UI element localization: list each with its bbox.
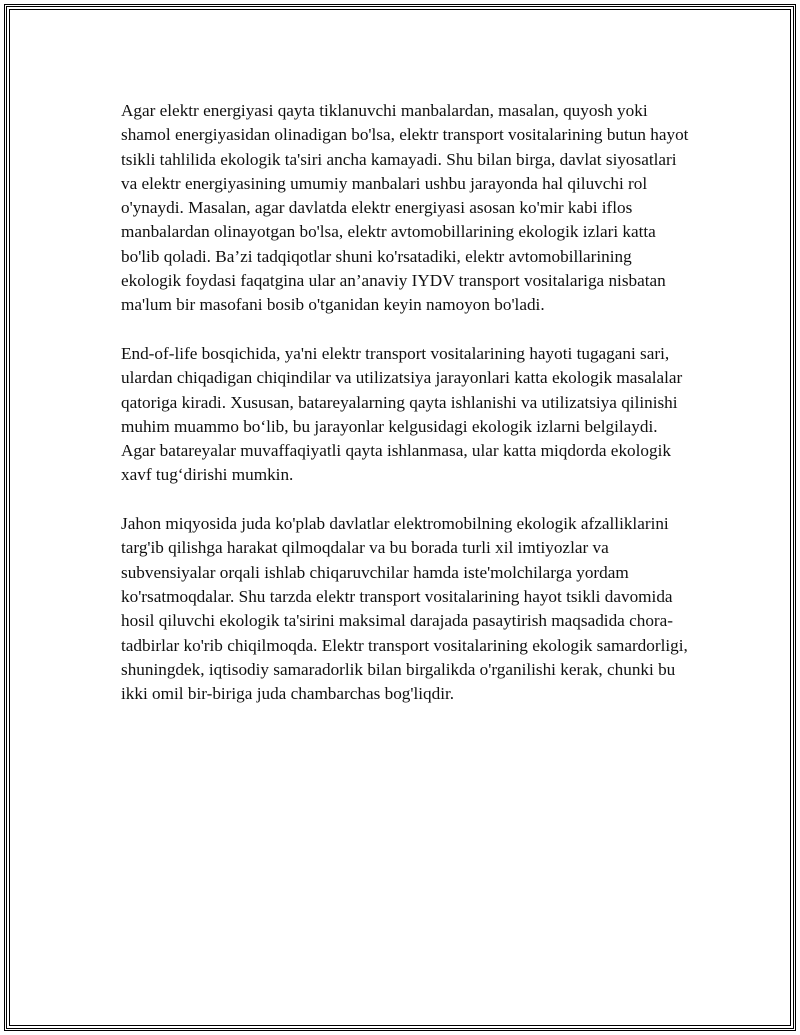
document-body xyxy=(121,99,689,706)
paragraph-2: End-of-life bosqichida, ya'ni elektr transport vositalarining hayoti tugagani sari, ulardan chiqadigan chiqindilar va utilizatsiya jarayonlari katta ekologik masalalar qatoriga kiradi. Xususan, batareyalarning qayta ishlanishi va utilizatsiya qilinishi muhim muammo bo‘lib, bu jarayonlar kelgusidagi ekologik izlarni belgilaydi. Agar batareyalar muvaffaqiyatli qayta ishlanmasa, ular katta miqdorda ekologik xavf tug‘dirishi mumkin. xyxy=(121,343,683,485)
paragraph-3: Jahon miqyosida juda ko'plab davlatlar elektromobilning ekologik afzalliklarini targ'ib qilishga harakat qilmoqdalar va bu borada turli xil imtiyozlar va subvensiyalar orqali ishlab chiqaruvchilar hamda iste'molchilarga yordam ko'rsatmoqdalar. Shu tarzda elektr transport vositalarining hayot tsikli davomida hosil qiluvchi ekologik ta'sirini maksimal darajada pasaytirish maqsadida chora-tadbirlar ko'rib chiqilmoqda. Elektr transport vositalarining ekologik samardorligi, shuningdek, iqtisodiy samaradorlik bilan birgalikda o'rganilishi kerak, chunki bu ikki omil bir-biriga juda chambarchas bog'liqdir. xyxy=(121,514,688,704)
document-page xyxy=(4,4,796,1031)
paragraph-1: Agar elektr energiyasi qayta tiklanuvchi manbalardan, masalan, quyosh yoki shamol energiyasidan olinadigan bo'lsa, elektr transport vositalarining butun hayot tsikli tahlilida ekologik ta'siri ancha kamayadi. Shu bilan birga, davlat siyosatlari va elektr energiyasining umumiy manbalari ushbu jarayonda hal qiluvchi rol o'ynaydi. Masalan, agar davlatda elektr energiyasi asosan ko'mir kabi iflos manbalardan olinayotgan bo'lsa, elektr avtomobillarining ekologik izlari katta bo'lib qoladi. Ba’zi tadqiqotlar shuni ko'rsatadiki, elektr avtomobillarining ekologik foydasi faqatgina ular an’anaviy IYDV transport vositalariga nisbatan ma'lum bir masofani bosib o'tganidan keyin namoyon bo'ladi. xyxy=(121,101,689,315)
